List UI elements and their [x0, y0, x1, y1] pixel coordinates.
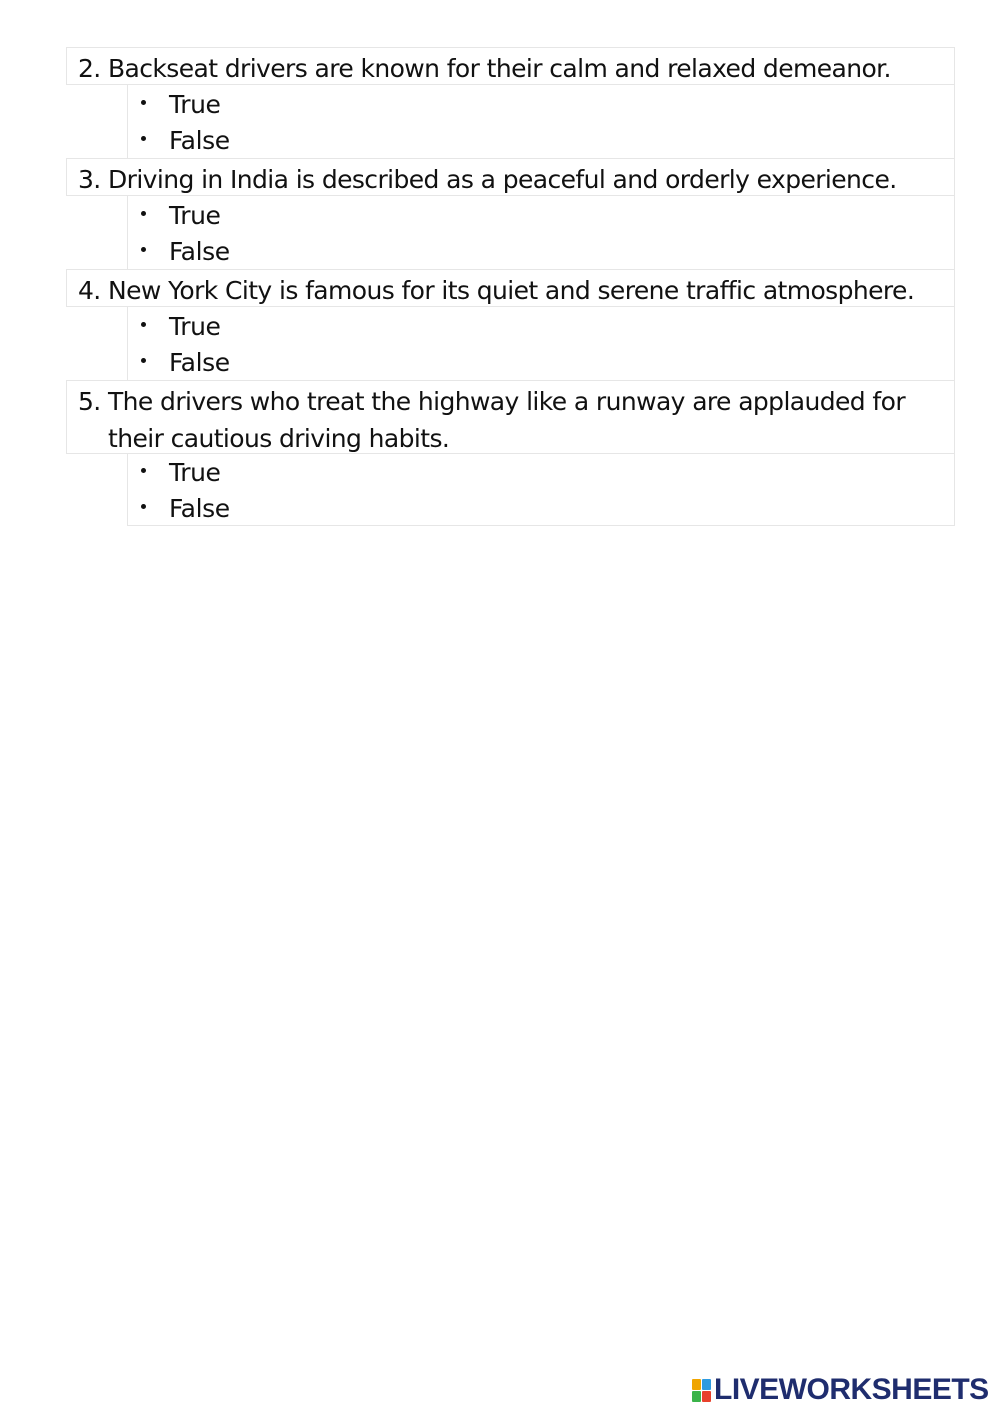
question-row	[66, 269, 955, 307]
option-false[interactable]	[128, 122, 954, 159]
option-true[interactable]	[128, 197, 954, 234]
question-number: 5.	[78, 387, 101, 416]
option-true[interactable]	[128, 454, 954, 491]
logo-mark-square	[702, 1379, 711, 1390]
question-row	[66, 380, 955, 454]
liveworksheets-logo	[692, 1374, 989, 1406]
logo-mark-square	[692, 1391, 701, 1402]
question-text: Driving in India is described as a peaceful and orderly experience.	[108, 165, 897, 194]
option-label: False	[169, 126, 230, 155]
question-number: 2.	[78, 54, 101, 83]
option-label: True	[169, 201, 221, 230]
question-text: Backseat drivers are known for their calm and relaxed demeanor.	[108, 54, 891, 83]
question-number: 3.	[78, 165, 101, 194]
options-list	[127, 307, 955, 381]
bullet-icon	[141, 247, 146, 252]
bullet-icon	[141, 322, 146, 327]
option-true[interactable]	[128, 308, 954, 345]
logo-mark-square	[702, 1391, 711, 1402]
question-number: 4.	[78, 276, 101, 305]
option-false[interactable]	[128, 233, 954, 270]
option-false[interactable]	[128, 490, 954, 527]
question-row	[66, 158, 955, 196]
question-text: New York City is famous for its quiet and serene traffic atmosphere.	[108, 276, 915, 305]
bullet-icon	[141, 504, 146, 509]
option-label: True	[169, 312, 221, 341]
logo-mark-icon	[692, 1379, 711, 1402]
logo-mark-square	[692, 1379, 701, 1390]
options-list	[127, 196, 955, 270]
bullet-icon	[141, 358, 146, 363]
option-label: True	[169, 90, 221, 119]
option-label: False	[169, 348, 230, 377]
option-true[interactable]	[128, 86, 954, 123]
option-false[interactable]	[128, 344, 954, 381]
options-list	[127, 453, 955, 526]
bullet-icon	[141, 211, 146, 216]
bullet-icon	[141, 100, 146, 105]
question-row	[66, 47, 955, 85]
option-label: False	[169, 494, 230, 523]
bullet-icon	[141, 136, 146, 141]
logo-text: LIVEWORKSHEETS	[714, 1373, 989, 1406]
option-label: False	[169, 237, 230, 266]
options-list	[127, 85, 955, 159]
question-text: The drivers who treat the highway like a runway are applauded for their cautious driving habits.	[108, 387, 905, 453]
option-label: True	[169, 458, 221, 487]
bullet-icon	[141, 468, 146, 473]
